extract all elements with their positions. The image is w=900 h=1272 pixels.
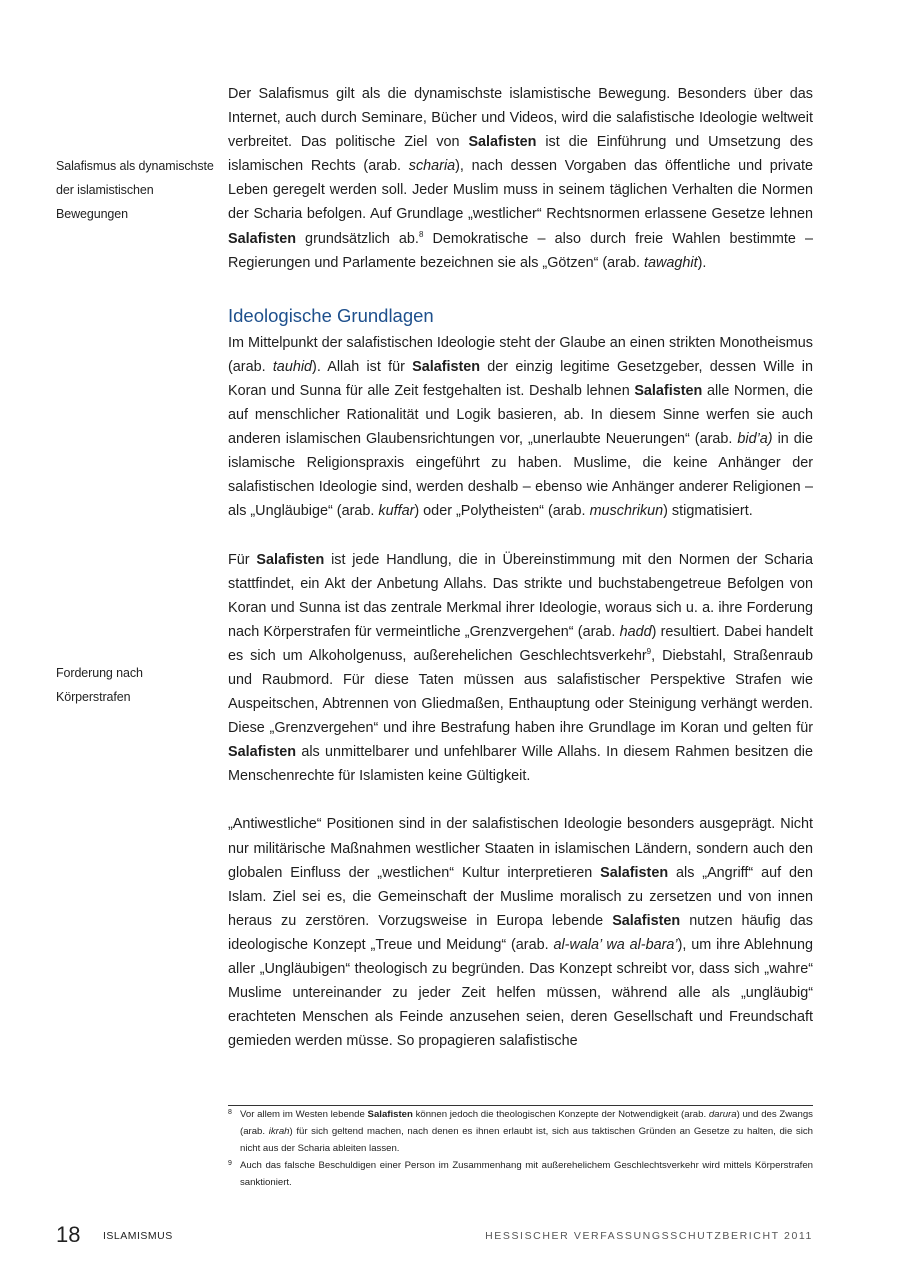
text-run: alle Normen, die auf menschlicher Rationalität und Logik basieren, ab. In diesem Sinne werfen sie auch anderen islamischen Glaubensrichtungen vor, „unerlaubte Neuerungen“ (arab.: [228, 382, 813, 448]
bold-term: Salafisten: [468, 134, 537, 151]
bold-term: Salafisten: [256, 551, 325, 568]
paragraph-antiwestern: [228, 812, 813, 1053]
bold-term: Salafisten: [228, 744, 296, 761]
text-run: „Antiwestliche“ Positionen sind in der salafistischen Ideologie besonders ausgeprägt. Nicht nur militärische Maßnahmen westlicher Staaten in islamischen Ländern, sondern auch den globalen Einfluss der „westlichen“ Kultur interpretieren: [228, 816, 813, 881]
text-run: ) oder „Polytheisten“ (arab.: [414, 503, 590, 520]
bold-term: Salafisten: [600, 864, 669, 881]
paragraph-intro: [228, 82, 813, 275]
text-run: Für: [228, 551, 257, 568]
text-run: ist jede Handlung, die in Übereinstimmung mit den Normen der Scharia stattfindet, ein Akt der Anbetung Allahs. Das strikte und buchstabengetreue Befolgen von Koran und Sunna ist das zentrale Merkmal ihrer Ideologie, woraus sich u. a. ihre Forderung nach Körperstrafen für vermeintliche „Grenzvergehen“ (arab.: [228, 551, 813, 640]
margin-note-line: Körperstrafen: [56, 690, 131, 704]
italic-term: ikrah: [268, 1125, 290, 1137]
text-run: Der Salafismus gilt als die dynamischste islamistische Bewegung. Besonders über das Internet, auch durch Seminare, Bücher und Videos, wird die salafistische Ideologie weltweit verbreitet. Das politische Ziel von: [228, 86, 813, 151]
main-text-column: [228, 82, 813, 1053]
text-run: nutzen häufig das ideologische Konzept „Treue und Meidung“ (arab.: [228, 912, 813, 953]
text-run: als unmittelbarer und unfehlbarer Wille Allahs. In diesem Rahmen besitzen die Menschenrechte für Islamisten keine Gültigkeit.: [228, 744, 813, 785]
text-run: Auch das falsche Beschuldigen einer Person im Zusammenhang mit außerehelichem Geschlechtsverkehr wird mittels Körperstrafen sanktioniert.: [240, 1160, 813, 1188]
text-run: in die islamische Religionspraxis eingeführt zu haben. Muslime, die keine Anhänger der salafistischen Ideologie sind, werden deshalb – ebenso wie Anhänger anderer Religionen – als „Ungläubige“ (arab.: [228, 431, 813, 520]
margin-note-line: der islamistischen Bewegungen: [56, 183, 154, 221]
text-run: ) resultiert. Dabei handelt es sich um Alkoholgenuss, außerehelichen Geschlechtsverkehr: [228, 623, 813, 664]
bold-term: Salafisten: [367, 1109, 413, 1120]
text-run: als „Angriff“ auf den Islam. Ziel sei es, die Gemeinschaft der Muslime moralisch zu zersetzen und von innen heraus zu zerstören. Vorzugsweise in Europa lebende: [228, 864, 814, 929]
text-run: ) und des Zwangs (arab.: [240, 1109, 813, 1137]
footnote-number: 8: [228, 1109, 232, 1116]
margin-note-line: Salafismus als dynamischste: [56, 159, 214, 173]
bold-term: Salafisten: [228, 230, 296, 247]
footnote-8: [228, 1107, 813, 1157]
section-heading: Ideologische Grundlagen: [228, 304, 434, 326]
footnote-number: 9: [228, 1160, 232, 1167]
margin-note-salafismus: [56, 154, 226, 226]
text-run: können jedoch die theologischen Konzepte der Notwendigkeit (arab.: [412, 1109, 709, 1120]
text-run: , Diebstahl, Straßenraub und Raubmord. Für diese Taten müssen aus salafistischer Perspektive Strafen wie Auspeitschen, Abtrennen von Gliedmaßen, Enthauptung oder Steinigung verhängt werden. Diese „Grenzvergehen“ und ihre Bestrafung haben ihre Grundlage im Koran und gelten für: [228, 647, 813, 737]
footnote-text: [240, 1107, 813, 1157]
italic-term: kuffar: [378, 503, 415, 520]
text-run: ).: [697, 254, 707, 271]
text-run: ), um ihre Ablehnung aller „Ungläubigen“ theologisch zu begründen. Das Konzept schreibt vor, dass sich „wahre“ Muslime untereinander zu jeder Zeit helfen müssen, während alle als „ungläubig“ erachteten Menschen als Feinde anzusehen seien, deren Gesellschaft und Freundschaft gemieden werden müsse. So propagieren salafistische: [228, 936, 813, 1050]
italic-term: tawaghit: [643, 254, 698, 271]
section-label: ISLAMISMUS: [103, 1230, 173, 1242]
italic-term: tauhid: [272, 358, 313, 375]
margin-note-line: Forderung nach: [56, 666, 143, 680]
footnote-reference: 9: [646, 647, 652, 657]
italic-term: bid’a): [737, 431, 773, 448]
footnote-9: [228, 1158, 813, 1192]
report-title: HESSISCHER VERFASSUNGSSCHUTZBERICHT 2011: [485, 1230, 813, 1242]
text-run: der einzig legitime Gesetzgeber, dessen Wille in Koran und Sunna für alle Zeit festgehalten ist. Deshalb lehnen: [228, 358, 813, 399]
text-run: ), nach dessen Vorgaben das öffentliche und private Leben geregelt werden soll. Jeder Muslim muss in seinem täglichen Verhalten die Normen der Scharia befolgen. Auf Grundlage „westlicher“ Rechtsnormen erlassene Gesetze lehnen: [228, 158, 813, 223]
page-footer: [0, 1222, 900, 1252]
paragraph-ideology: [228, 331, 813, 524]
text-run: ) für sich geltend machen, nach denen es ihnen erlaubt ist, sich aus taktischen Gründen an Gesetze zu halten, die sich nicht aus der Scharia ableiten lassen.: [240, 1125, 813, 1154]
bold-term: Salafisten: [412, 358, 481, 375]
page-number: 18: [56, 1222, 81, 1247]
text-run: Im Mittelpunkt der salafistischen Ideologie steht der Glaube an einen strikten Monotheismus (arab.: [228, 334, 813, 375]
italic-term: hadd: [619, 623, 652, 640]
italic-term: darura: [708, 1109, 737, 1120]
margin-note-koerperstrafen: [56, 661, 226, 709]
text-run: ) stigmatisiert.: [663, 503, 753, 520]
text-run: grundsätzlich ab.: [295, 230, 419, 247]
italic-term: al-wala’ wa al-bara’: [553, 936, 678, 953]
footnote-text: [240, 1158, 813, 1192]
italic-term: muschrikun: [589, 503, 664, 520]
bold-term: Salafisten: [612, 912, 681, 929]
text-run: Vor allem im Westen lebende: [240, 1109, 368, 1120]
footnote-divider: [228, 1105, 813, 1106]
paragraph-punishments: [228, 548, 813, 789]
text-run: Demokratische – also durch freie Wahlen bestimmte – Regierungen und Parlamente bezeichnen sie als „Götzen“ (arab.: [228, 230, 813, 271]
bold-term: Salafisten: [634, 382, 703, 399]
text-run: ist die Einführung und Umsetzung des islamischen Rechts (arab.: [228, 134, 814, 175]
text-run: ). Allah ist für: [312, 358, 413, 375]
footnote-reference: 8: [418, 229, 424, 239]
italic-term: scharia: [408, 158, 456, 175]
